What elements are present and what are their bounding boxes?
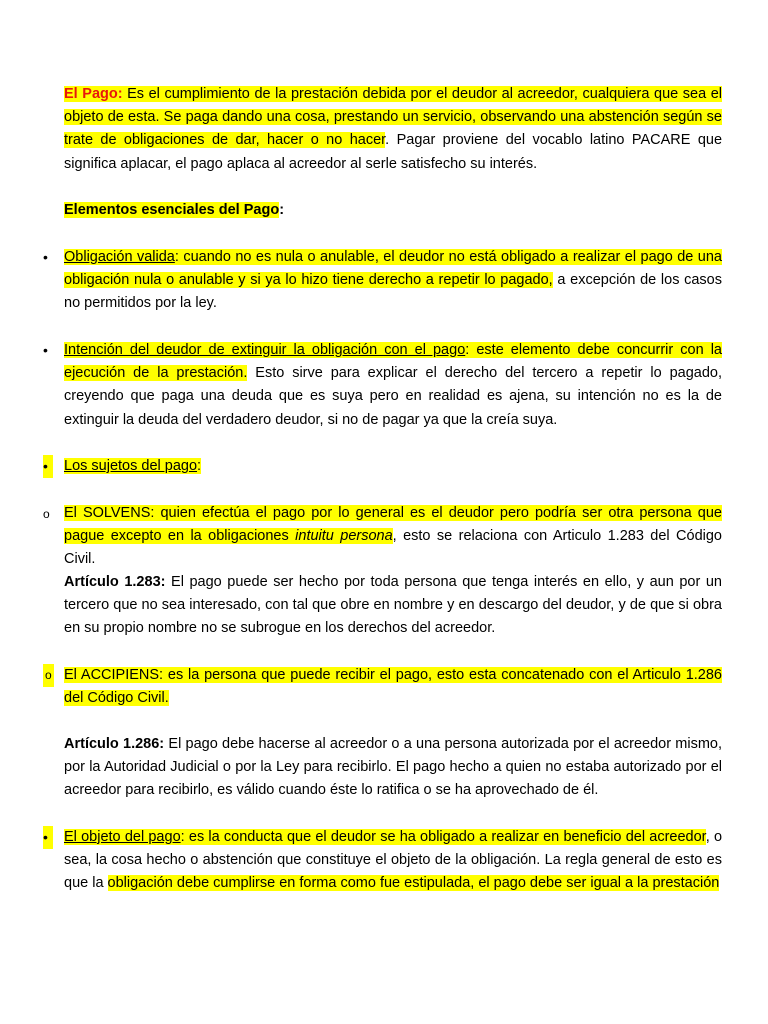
term-intencion: Intención del deudor de extinguir la obligación con el pago — [64, 342, 466, 358]
section-heading — [64, 199, 722, 222]
objeto-mid: , o sea, la cosa hecho o abstención que constituye el objeto de la obligación. La regla general de esto es que la — [64, 829, 723, 892]
objeto-highlight-2: obligación debe cumplirse en forma como fue estipulada, el pago debe ser igual a la prestación — [107, 875, 720, 892]
sujetos-paragraph — [64, 455, 722, 478]
solvens-paragraph — [64, 502, 722, 572]
intro-highlight: Es el cumplimiento de la prestación debida por el deudor al acreedor, cualquiera que sea el objeto de esta. Se paga dando una cosa, prestando un servicio, observando una abstención según se trate de obligaciones de dar, hacer o no hacer — [64, 86, 722, 149]
article-1286-text: El pago debe hacerse al acreedor o a una persona autorizada por el acreedor mismo, por la Autoridad Judicial o por la Ley para recibirlo. El pago hecho a quien no estaba autorizado por el acreedor para recibirlo, es válido cuando éste lo ratifica o se ha aprovechado de él. — [64, 736, 723, 799]
solvens-highlight: El SOLVENS: quien efectúa el pago por lo general es el deudor pero podría ser otra persona que pague excepto en la obligaciones — [64, 505, 722, 545]
intencion-highlight: este elemento debe concurrir con la ejecución de la prestación. — [64, 342, 722, 382]
obligacion-paragraph — [64, 246, 722, 316]
term-sujetos: Los sujetos del pago — [64, 458, 198, 474]
accipiens-paragraph — [64, 664, 722, 710]
intro-paragraph — [64, 83, 722, 176]
intencion-rest: Esto sirve para explicar el derecho del tercero a repetir lo pagado, creyendo que paga una deuda que es suya pero en realidad es ajena, su intención no es la de extinguir la deuda del verdadero deudor, si no de pagar ya que la creía suya. — [64, 365, 722, 428]
obligacion-highlight: : cuando no es nula o anulable, el deudor no está obligado a realizar el pago de una obligación nula o anulable y si ya lo hizo tiene derecho a repetir lo pagado, — [64, 249, 722, 289]
term-obligacion: Obligación valida — [64, 249, 175, 265]
article-1283-text: El pago puede ser hecho por toda persona que tenga interés en ello, y aun por un tercero que no sea interesado, con tal que obre en nombre y en descargo del deudor, y de que si obra en su propio nombre no se subrogue en los derechos del acreedor. — [64, 574, 722, 637]
accipiens-highlight: El ACCIPIENS: es la persona que puede recibir el pago, esto esta concatenado con el Articulo 1.286 del Código Civil. — [64, 667, 722, 707]
bullet-intencion: • — [43, 342, 48, 358]
article-1286-paragraph — [64, 733, 722, 803]
article-1283-label: Artículo 1.283: — [64, 574, 166, 590]
solvens-rest: , esto se relaciona con Articulo 1.283 del Código Civil. — [64, 528, 722, 568]
article-1283-paragraph — [64, 571, 722, 641]
term-objeto: El objeto del pago — [64, 829, 181, 845]
bullet-obligacion: • — [43, 249, 48, 265]
bullet-objeto: • — [43, 826, 53, 849]
objeto-paragraph — [64, 826, 722, 896]
circle-marker-solvens: o — [43, 507, 50, 521]
article-1286-label: Artículo 1.286: — [64, 736, 165, 752]
sujetos-colon: : — [197, 458, 202, 474]
obligacion-rest: a excepción de los casos no permitidos por la ley. — [64, 272, 723, 312]
intencion-colon: : — [465, 342, 470, 358]
heading-colon: : — [279, 202, 285, 218]
term-el-pago: El Pago: — [64, 86, 123, 102]
intro-rest: . Pagar proviene del vocablo latino PACARE que significa aplacar, el pago aplaca al acreedor al serle satisfecho su interés. — [64, 132, 723, 172]
intencion-paragraph — [64, 339, 722, 432]
circle-marker-accipiens: o — [43, 664, 54, 687]
solvens-italic: intuitu persona — [295, 528, 393, 545]
objeto-highlight: : es la conducta que el deudor se ha obligado a realizar en beneficio del acreedor — [180, 829, 706, 845]
heading-text: Elementos esenciales del Pago — [64, 202, 280, 218]
bullet-sujetos: • — [43, 455, 53, 478]
